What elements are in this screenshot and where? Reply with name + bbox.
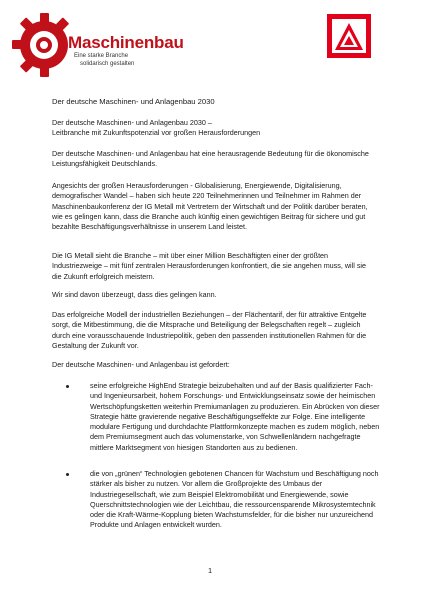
list-item: [52, 381, 382, 453]
bullet-icon: [66, 473, 69, 476]
document-title: Der deutsche Maschinen- und Anlagenbau 2030: [52, 97, 215, 106]
paragraph-1: Der deutsche Maschinen- und Anlagenbau hat eine herausragende Bedeutung für die ökonomische Leistungsfähigkeit Deutschlands.: [52, 149, 369, 169]
paragraph-5: Das erfolgreiche Modell der industriellen Beziehungen – der Flächentarif, der für attraktive Entgelte sorgt, die Mitbestimmung, die die Mitsprache und Beteiligung der Belegschaften regelt – zugleich durch eine vorausschauende Industriepolitik, geben den passenden institutionellen Rahmen für die Gestaltung der Zukunft vor.: [52, 310, 367, 350]
bullet-text: seine erfolgreiche HighEnd Strategie beizubehalten und auf der Basis qualifizierter Fach- und Ingenieursarbeit, hohem Forschungs- und Entwicklungseinsatz sowie der heimischen Wertschöpfungsketten weiterhin Premiumanlagen zu produzieren. Ein Abrücken von dieser Strategie hätte gravierende negative Beschäftigungseffekte zur Folge. Eine intelligente modulare Fertigung und durchdachte Plattformkonzepte machen es zudem möglich, neben dem Premiumsegment auch das volumenstarke, von Schwellenländern nachgefragte mittlere Marktsegment von hiesigen Standorten aus zu bedienen.: [90, 381, 380, 452]
heading-line-1: Der deutsche Maschinen- und Anlagenbau 2030 –: [52, 118, 212, 127]
logo-tagline: Eine starke Branche: [74, 53, 129, 59]
list-item: [52, 469, 382, 531]
paragraph-6: Der deutsche Maschinen- und Anlagenbau ist gefordert:: [52, 360, 230, 369]
logo-tagline-2: solidarisch gestalten: [80, 61, 135, 67]
heading: [52, 118, 372, 139]
paragraph-3: Die IG Metall sieht die Branche – mit über einer Million Beschäftigten einer der größten Industriezweige – mit fünf zentralen Herausforderungen konfrontiert, die sie angehen muss, will sie die Zukunft erfolgreich meistern.: [52, 251, 367, 281]
page-number: 1: [208, 566, 213, 575]
paragraph-2: Angesichts der großen Herausforderungen - Globalisierung, Energiewende, Digitalisierung, demografischer Wandel – haben sich heute 220 Teilnehmerinnen und Teilnehmer im Rahmen der Maschinenbaukonferenz der IG Metall mit Vertretern der Wirtschaft und der Politik darüber beraten, wie es gelingen kann, dass die Branche auch künftig einen gewichtigen Beitrag für sichere und gut bezahlte Beschäftigungsverhältnisse in unserem Land leistet.: [52, 181, 368, 232]
paragraph-4: Wir sind davon überzeugt, dass dies gelingen kann.: [52, 290, 217, 299]
logo-title: Maschinenbau: [68, 33, 184, 52]
heading-line-2: Leitbranche mit Zukunftspotenzial vor großen Herausforderungen: [52, 128, 261, 138]
ig-metall-logo-icon: [327, 14, 371, 58]
maschinenbau-logo: [10, 11, 184, 79]
bullet-text: die von „grünen“ Technologien gebotenen Chancen für Wachstum und Beschäftigung noch stärker als bisher zu nutzen. Vor allem die Großprojekte des Umbaus der Industriegesellschaft, wie zum Beispiel Elektromobilität und Energiewende, sowie Querschnittstechnologien wie der Leichtbau, die ressourcensparende Mikrosystemtechnik oder die Kraft-Wärme-Kopplung bieten Wachstumsfelder, für die bisher nur unzureichend Produkte und Anlagen entwickelt wurden.: [90, 469, 379, 530]
bullet-list: [52, 381, 382, 453]
bullet-list-2: [52, 469, 382, 531]
bullet-icon: [66, 385, 69, 388]
